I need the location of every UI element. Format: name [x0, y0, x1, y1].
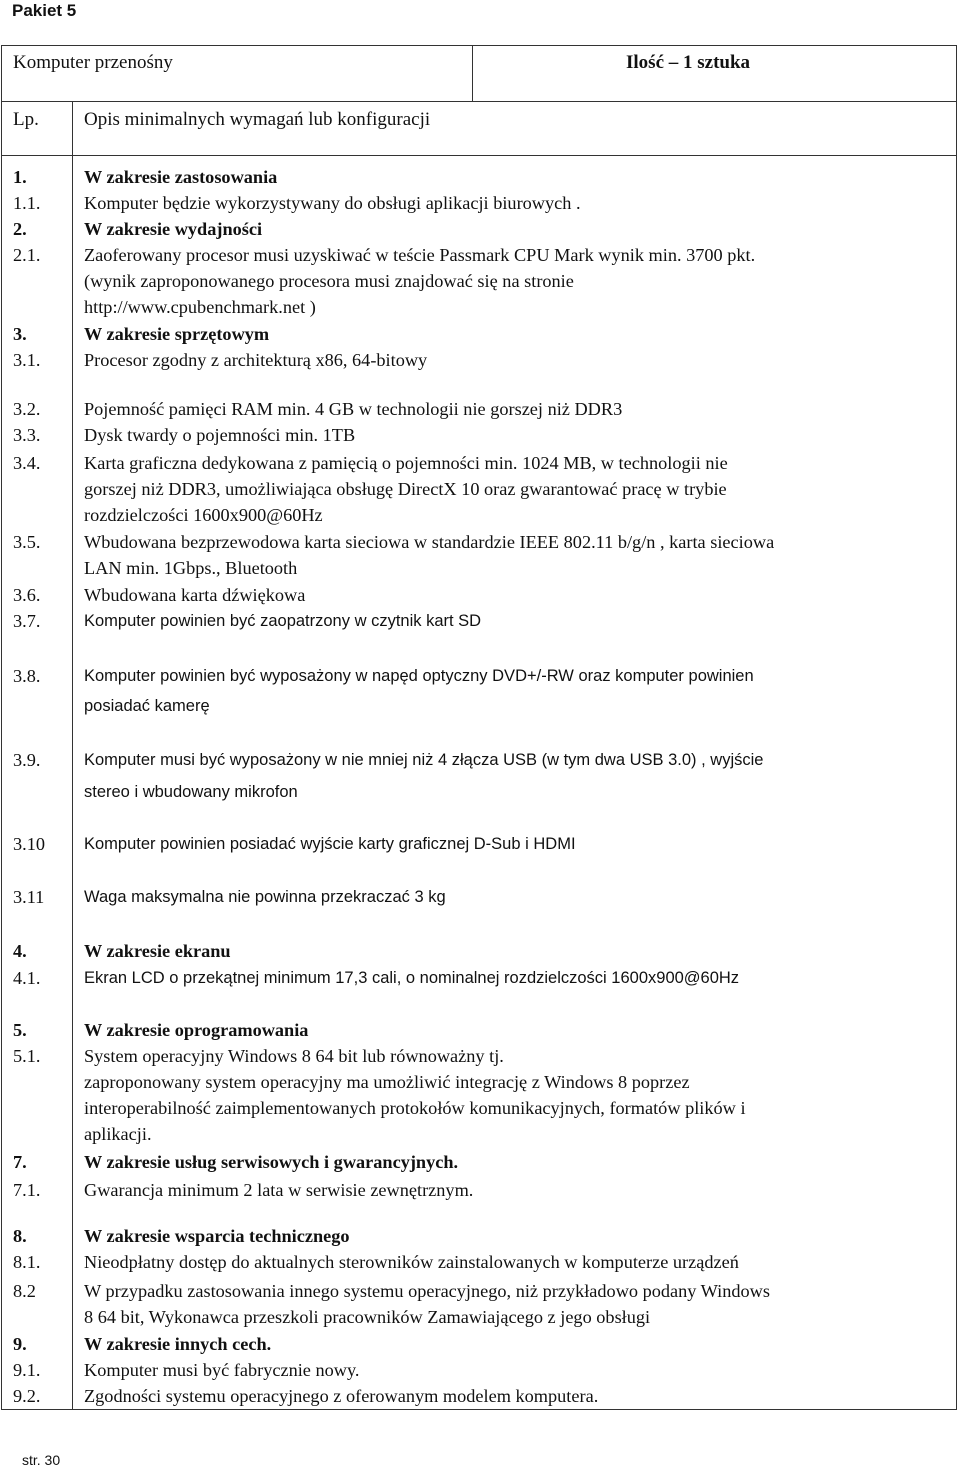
item-text: LAN min. 1Gbps., Bluetooth: [84, 558, 298, 578]
item-text: Komputer powinien być zaopatrzony w czytnik kart SD: [84, 612, 482, 630]
item-text: Ekran LCD o przekątnej minimum 17,3 cali, o nominalnej rozdzielczości 1600x900@60Hz: [84, 969, 740, 987]
section-title: W zakresie ekranu: [84, 941, 231, 961]
item-number: 3.3.: [13, 425, 41, 445]
item-text: (wynik zaproponowanego procesora musi znajdować się na stronie: [84, 271, 574, 291]
item-text: 8 64 bit, Wykonawca przeszkoli pracowników Zamawiającego z jego obsługi: [84, 1307, 651, 1327]
section-number: 2.: [13, 219, 27, 239]
item-text: Zgodności systemu operacyjnego z oferowanym modelem komputera.: [84, 1386, 599, 1406]
item-text: Komputer powinien posiadać wyjście karty graficznej D-Sub i HDMI: [84, 835, 576, 853]
item-text: aplikacji.: [84, 1124, 152, 1144]
section-number: 8.: [13, 1226, 27, 1246]
item-number: 3.5.: [13, 532, 41, 552]
section-number: 9.: [13, 1334, 27, 1354]
item-text: Wbudowana bezprzewodowa karta sieciowa w standardzie IEEE 802.11 b/g/n , karta sieciowa: [84, 532, 775, 552]
item-number: 7.1.: [13, 1180, 41, 1200]
specification-table: [1, 45, 957, 1410]
section-number: 5.: [13, 1020, 27, 1040]
item-text: Komputer musi być wyposażony w nie mniej niż 4 złącza USB (w tym dwa USB 3.0) , wyjście: [84, 751, 764, 769]
item-text: zaproponowany system operacyjny ma umożliwić integrację z Windows 8 poprzez: [84, 1072, 690, 1092]
column-divider: [72, 101, 73, 1409]
row-divider: [2, 155, 956, 156]
item-number: 4.1.: [13, 968, 41, 988]
item-number: 3.10: [13, 834, 45, 854]
section-number: 3.: [13, 324, 27, 344]
item-text: Waga maksymalna nie powinna przekraczać 3 kg: [84, 888, 446, 906]
row-divider: [2, 101, 956, 102]
item-number: 3.6.: [13, 585, 41, 605]
item-text: System operacyjny Windows 8 64 bit lub równoważny tj.: [84, 1046, 504, 1066]
item-text: Dysk twardy o pojemności min. 1TB: [84, 425, 356, 445]
item-text: Gwarancja minimum 2 lata w serwisie zewnętrznym.: [84, 1180, 474, 1200]
section-title: W zakresie zastosowania: [84, 167, 278, 187]
lp-header: Lp.: [13, 109, 39, 130]
section-number: 4.: [13, 941, 27, 961]
item-text: Procesor zgodny z architekturą x86, 64-bitowy: [84, 350, 428, 370]
item-text: Karta graficzna dedykowana z pamięcią o pojemności min. 1024 MB, w technologii nie: [84, 453, 728, 473]
item-text: W przypadku zastosowania innego systemu operacyjnego, niż przykładowo podany Windows: [84, 1281, 771, 1301]
item-text: Komputer będzie wykorzystywany do obsługi aplikacji biurowych .: [84, 193, 581, 213]
item-number: 3.2.: [13, 399, 41, 419]
benchmark-link[interactable]: http://www.cpubenchmark.net ): [84, 297, 316, 317]
product-name: Komputer przenośny: [13, 52, 173, 73]
item-number: 9.1.: [13, 1360, 41, 1380]
section-title: W zakresie oprogramowania: [84, 1020, 309, 1040]
section-title: W zakresie innych cech.: [84, 1334, 272, 1354]
quantity-label: Ilość – 1 sztuka: [626, 52, 751, 73]
item-number: 1.1.: [13, 193, 41, 213]
item-number: 2.1.: [13, 245, 41, 265]
item-text: Nieodpłatny dostęp do aktualnych sterowników zainstalowanych w komputerze urządzeń: [84, 1252, 739, 1272]
item-text: gorszej niż DDR3, umożliwiająca obsługę DirectX 10 oraz gwarantować pracę w trybie: [84, 479, 727, 499]
item-text: Wbudowana karta dźwiękowa: [84, 585, 306, 605]
section-title: W zakresie wydajności: [84, 219, 263, 239]
item-number: 3.1.: [13, 350, 41, 370]
item-text: Zaoferowany procesor musi uzyskiwać w teście Passmark CPU Mark wynik min. 3700 pkt.: [84, 245, 756, 265]
item-text: rozdzielczości 1600x900@60Hz: [84, 505, 323, 525]
item-text: Komputer powinien być wyposażony w napęd optyczny DVD+/-RW oraz komputer powinien: [84, 667, 754, 685]
item-text: Komputer musi być fabrycznie nowy.: [84, 1360, 360, 1380]
section-title: W zakresie sprzętowym: [84, 324, 270, 344]
section-title: W zakresie wsparcia technicznego: [84, 1226, 350, 1246]
page-number: str. 30: [22, 1452, 61, 1468]
item-number: 3.4.: [13, 453, 41, 473]
item-text: interoperabilność zaimplementowanych protokołów komunikacyjnych, formatów plików i: [84, 1098, 746, 1118]
description-header: Opis minimalnych wymagań lub konfiguracji: [84, 109, 431, 130]
item-number: 9.2.: [13, 1386, 41, 1406]
item-number: 3.7.: [13, 611, 41, 631]
item-text: posiadać kamerę: [84, 697, 210, 715]
section-number: 7.: [13, 1152, 27, 1172]
item-text: Pojemność pamięci RAM min. 4 GB w technologii nie gorszej niż DDR3: [84, 399, 623, 419]
item-number: 5.1.: [13, 1046, 41, 1066]
section-number: 1.: [13, 167, 27, 187]
item-number: 8.2: [13, 1281, 36, 1301]
item-number: 3.8.: [13, 666, 41, 686]
section-title: W zakresie usług serwisowych i gwarancyjnych.: [84, 1152, 459, 1172]
item-number: 3.11: [13, 887, 45, 907]
item-number: 8.1.: [13, 1252, 41, 1272]
item-number: 3.9.: [13, 750, 41, 770]
item-text: stereo i wbudowany mikrofon: [84, 783, 298, 801]
column-divider: [472, 46, 473, 101]
page-heading: Pakiet 5: [12, 1, 77, 20]
